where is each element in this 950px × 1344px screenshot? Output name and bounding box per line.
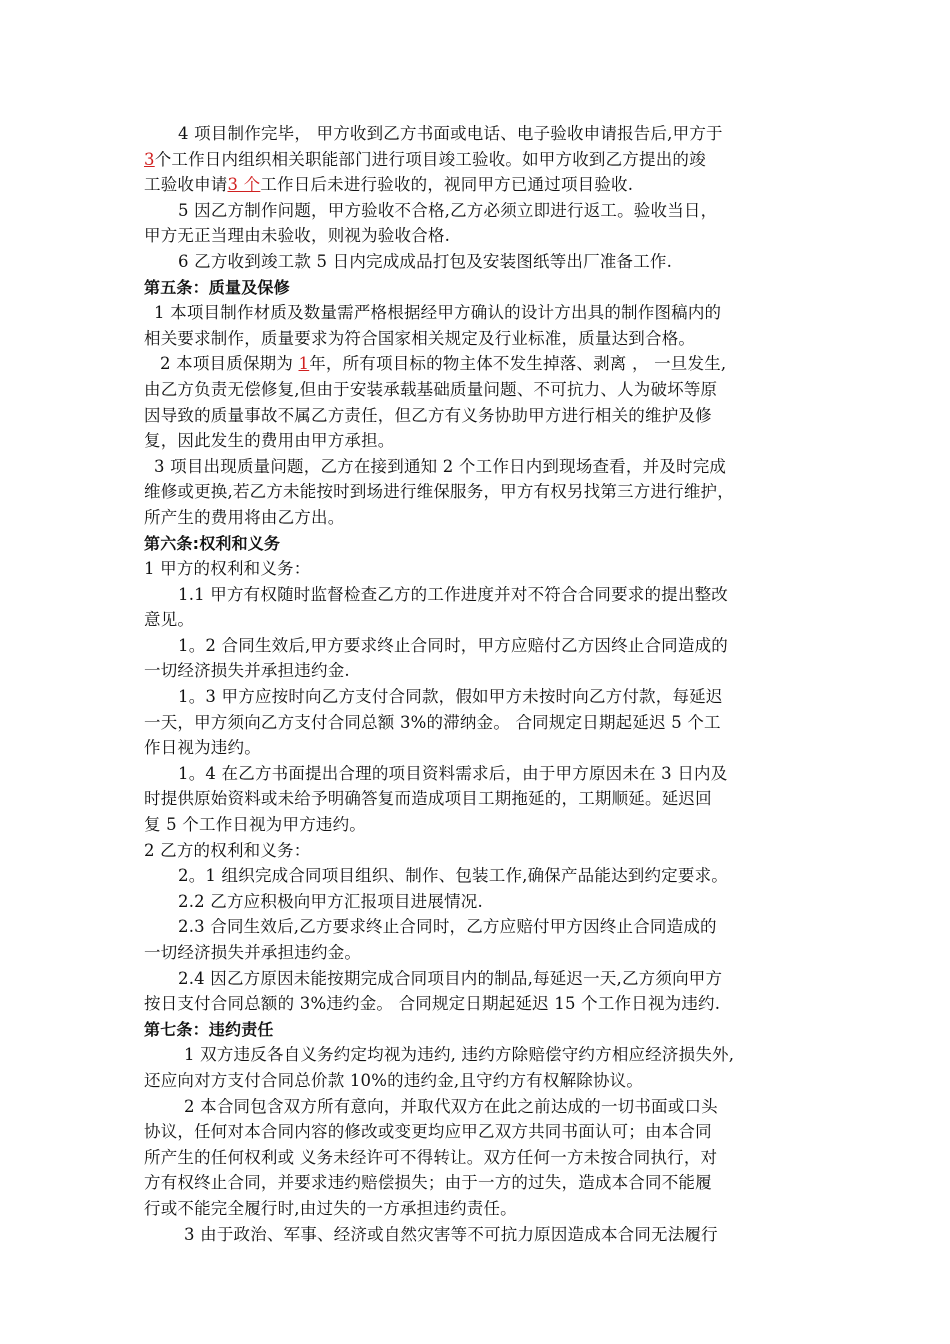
clause6-heading: 第六条:权利和义务 xyxy=(144,533,281,553)
clause7-p2-line1: 2 本合同包含双方所有意向，并取代双方在此之前达成的一切书面或口头 xyxy=(184,1096,718,1116)
clause5-p2-line3: 因导致的质量事故不属乙方责任，但乙方有义务协助甲方进行相关的维护及修 xyxy=(144,405,712,425)
warranty-years-highlight: 1 xyxy=(298,354,310,374)
clause4-p4-line1: 4 项目制作完毕， 甲方收到乙方书面或电话、电子验收申请报告后,甲方于 xyxy=(178,124,723,143)
clause4-p5-line1: 5 因乙方制作问题，甲方验收不合格,乙方必须立即进行返工。验收当日， xyxy=(178,200,718,220)
clause6-1-4-line3: 复 5 个工作日视为甲方违约。 xyxy=(144,815,366,835)
clause6-2-2-line1: 2.2 乙方应积极向甲方汇报项目进展情况. xyxy=(178,891,483,911)
clause5-p3-line2: 维修或更换,若乙方未能按时到场进行维保服务，甲方有权另找第三方进行维护， xyxy=(144,482,734,502)
clause6-1-3-line1: 1。3 甲方应按时向乙方支付合同款，假如甲方未按时向乙方付款，每延迟 xyxy=(178,687,723,707)
clause7-p2-line2: 协议，任何对本合同内容的修改或变更均应甲乙双方共同书面认可；由本合同 xyxy=(144,1122,712,1142)
clause5-p2-line4: 复，因此发生的费用由甲方承担。 xyxy=(144,431,395,451)
acceptance-days-highlight: 3 xyxy=(144,149,155,169)
clause6-1-3-line2: 一天，甲方须向乙方支付合同总额 3%的滞纳金。 合同规定日期起延迟 5 个工 xyxy=(144,712,721,732)
clause5-p3-line3: 所产生的费用将由乙方出。 xyxy=(144,507,345,527)
clause6-1-2-line2: 一切经济损失并承担违约金. xyxy=(144,661,350,681)
clause6-sub1: 1 甲方的权利和义务： xyxy=(144,559,311,579)
clause4-p6-line1: 6 乙方收到竣工款 5 日内完成成品打包及安装图纸等出厂准备工作. xyxy=(178,251,673,271)
clause4-p5-line2: 甲方无正当理由未验收，则视为验收合格. xyxy=(144,226,451,246)
clause7-p2-line5: 行或不能完全履行时,由过失的一方承担违约责任。 xyxy=(144,1198,517,1218)
clause7-p2-line4: 方有权终止合同，并要求违约赔偿损失；由于一方的过失，造成本合同不能履 xyxy=(144,1173,712,1193)
clause6-2-4-line1: 2.4 因乙方原因未能按期完成合同项目内的制品,每延迟一天,乙方须向甲方 xyxy=(178,968,723,988)
clause5-p3-line1: 3 项目出现质量问题，乙方在接到通知 2 个工作日内到现场查看，并及时完成 xyxy=(154,456,727,476)
clause7-heading: 第七条：违约责任 xyxy=(144,1019,274,1039)
clause6-1-1-line2: 意见。 xyxy=(144,610,195,630)
clause5-p2-line2: 由乙方负责无偿修复,但由于安装承载基础质量问题、不可抗力、人为破坏等原 xyxy=(144,379,718,399)
clause4-p4-line2: 3个工作日内组织相关职能部门进行项目竣工验收。如甲方收到乙方提出的竣 xyxy=(144,149,706,169)
clause6-2-3-line1: 2.3 合同生效后,乙方要求终止合同时，乙方应赔付甲方因终止合同造成的 xyxy=(178,917,717,937)
clause4-p4-line3: 工验收申请3 个工作日后未进行验收的，视同甲方已通过项目验收. xyxy=(144,175,634,195)
clause7-p1-line1: 1 双方违反各自义务约定均视为违约, 违约方除赔偿守约方相应经济损失外, xyxy=(184,1045,735,1065)
clause7-p2-line3: 所产生的任何权利或 义务未经许可不得转让。双方任何一方未按合同执行，对 xyxy=(144,1147,718,1167)
clause6-1-4-line2: 时提供原始资料或未给予明确答复而造成项目工期拖延的，工期顺延。延迟回 xyxy=(144,789,712,809)
clause7-p1-line2: 还应向对方支付合同总价款 10%的违约金,且守约方有权解除协议。 xyxy=(144,1070,644,1090)
clause7-p3-line1: 3 由于政治、军事、经济或自然灾害等不可抗力原因造成本合同无法履行 xyxy=(184,1224,718,1244)
clause6-1-2-line1: 1。2 合同生效后,甲方要求终止合同时，甲方应赔付乙方因终止合同造成的 xyxy=(178,635,728,655)
clause6-2-3-line2: 一切经济损失并承担违约金。 xyxy=(144,943,362,962)
clause6-2-4-line2: 按日支付合同总额的 3%违约金。 合同规定日期起延迟 15 个工作日视为违约. xyxy=(144,994,721,1014)
clause6-1-4-line1: 1。4 在乙方书面提出合理的项目资料需求后，由于甲方原因未在 3 日内及 xyxy=(178,763,728,783)
acceptance-deadline-highlight: 3 个 xyxy=(227,175,261,195)
clause6-2-1-line1: 2。1 组织完成合同项目组织、制作、包装工作,确保产品能达到约定要求。 xyxy=(178,866,728,886)
clause5-p1-line2: 相关要求制作，质量要求为符合国家相关规定及行业标准，质量达到合格。 xyxy=(144,328,696,348)
contract-page xyxy=(144,121,816,1247)
clause6-1-3-line3: 作日视为违约。 xyxy=(144,738,261,758)
clause5-p2-line1: 2 本项目质保期为 1年，所有项目标的物主体不发生掉落、剥离 ， 一旦发生, xyxy=(160,354,727,374)
clause5-heading: 第五条：质量及保修 xyxy=(144,277,290,297)
clause5-p1-line1: 1 本项目制作材质及数量需严格根据经甲方确认的设计方出具的制作图稿内的 xyxy=(154,303,722,323)
clause6-sub2: 2 乙方的权利和义务： xyxy=(144,840,311,860)
clause6-1-1-line1: 1.1 甲方有权随时监督检查乙方的工作进度并对不符合合同要求的提出整改 xyxy=(178,584,728,604)
